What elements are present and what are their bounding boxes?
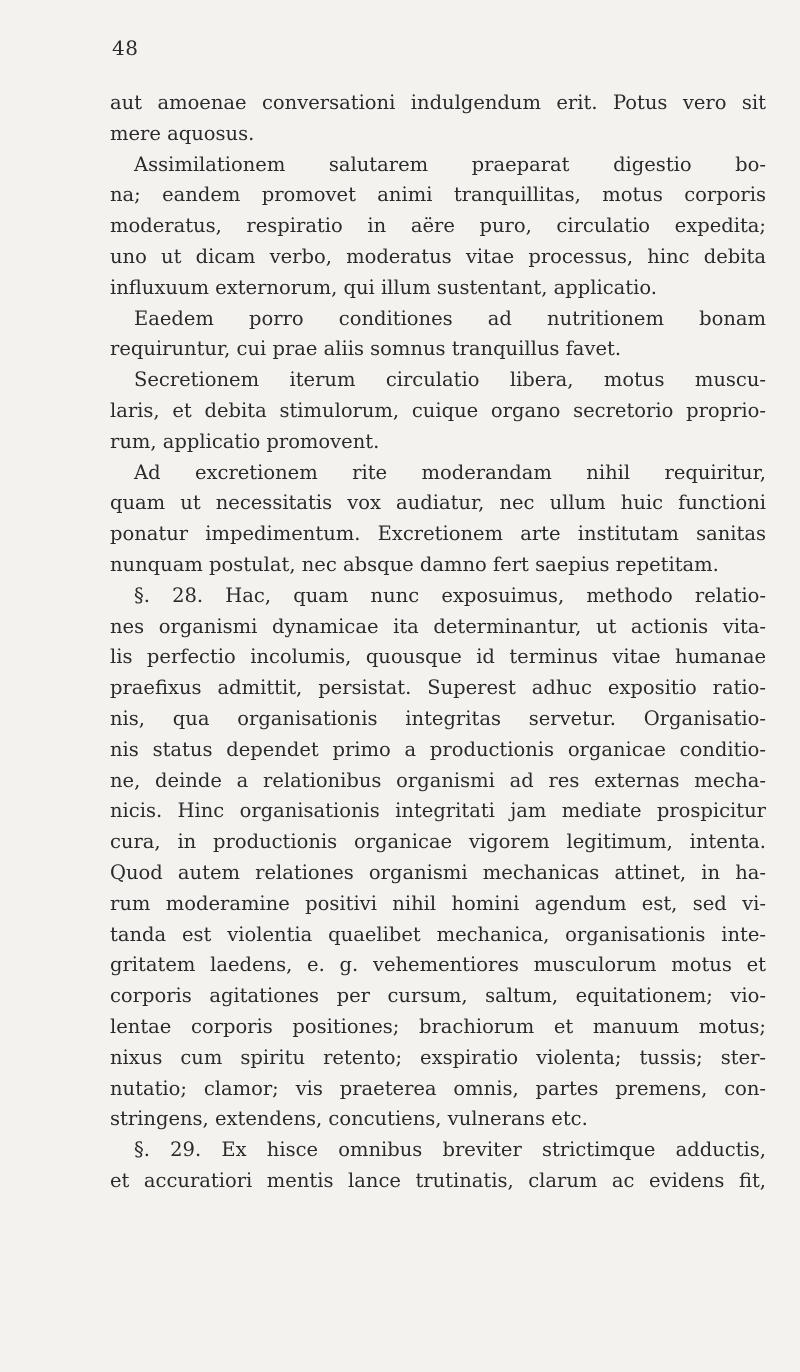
text-line: nicis. Hinc organisationis integritati jam mediate prospicitur <box>110 799 766 823</box>
body-text <box>110 88 766 1197</box>
text-line: quam ut necessitatis vox audiatur, nec ullum huic functioni <box>110 491 766 515</box>
text-line: nutatio; clamor; vis praeterea omnis, partes premens, con- <box>110 1076 766 1100</box>
text-line: laris, et debita stimulorum, cuique organo secretorio proprio- <box>110 398 766 422</box>
text-line: moderatus, respiratio in aëre puro, circulatio expedita; <box>110 214 766 238</box>
text-line: et accuratiori mentis lance trutinatis, clarum ac evidens fit, <box>110 1168 766 1192</box>
text-line: ponatur impedimentum. Excretionem arte institutam sanitas <box>110 522 766 546</box>
text-line: nis, qua organisationis integritas servetur. Organisatio- <box>110 706 766 730</box>
text-line: lentae corporis positiones; brachiorum et manuum motus; <box>110 1014 766 1038</box>
text-line: aut amoenae conversationi indulgendum erit. Potus vero sit <box>110 91 766 114</box>
text-line: influxuum externorum, qui illum sustentant, applicatio. <box>110 275 657 299</box>
text-line: ne, deinde a relationibus organismi ad res externas mecha- <box>110 768 766 792</box>
text-line: Ad excretionem rite moderandam nihil requiritur, <box>134 460 766 484</box>
text-line: rum, applicatio promovent. <box>110 429 380 453</box>
page-number: 48 <box>112 36 139 60</box>
text-line: nes organismi dynamicae ita determinantur, ut actionis vita- <box>110 614 766 638</box>
text-line: Secretionem iterum circulatio libera, motus muscu- <box>134 368 766 392</box>
text-line: tanda est violentia quaelibet mechanica, organisationis inte- <box>110 922 766 946</box>
text-line: cura, in productionis organicae vigorem legitimum, intenta. <box>110 830 766 854</box>
text-line: nunquam postulat, nec absque damno fert saepius repetitam. <box>110 552 719 576</box>
text-line: nixus cum spiritu retento; exspiratio violenta; tussis; ster- <box>110 1045 766 1069</box>
text-line: corporis agitationes per cursum, saltum, equitationem; vio- <box>110 984 766 1008</box>
text-line: praefixus admittit, persistat. Superest adhuc expositio ratio- <box>110 676 766 700</box>
text-line: nis status dependet primo a productionis organicae conditio- <box>110 737 766 761</box>
text-line: mere aquosus. <box>110 121 255 145</box>
text-line: uno ut dicam verbo, moderatus vitae processus, hinc debita <box>110 244 766 268</box>
text-line: Eaedem porro conditiones ad nutritionem bonam <box>134 306 766 330</box>
text-line: §. 29. Ex hisce omnibus breviter strictimque adductis, <box>134 1138 766 1162</box>
text-line: gritatem laedens, e. g. vehementiores musculorum motus et <box>110 953 766 977</box>
text-line: Assimilationem salutarem praeparat digestio bo- <box>134 152 766 176</box>
text-line: §. 28. Hac, quam nunc exposuimus, methodo relatio- <box>134 583 766 607</box>
text-line: stringens, extendens, concutiens, vulnerans etc. <box>110 1107 588 1131</box>
text-line: rum moderamine positivi nihil homini agendum est, sed vi- <box>110 891 766 915</box>
text-line: lis perfectio incolumis, quousque id terminus vitae humanae <box>110 645 766 669</box>
text-line: requiruntur, cui prae aliis somnus tranquillus favet. <box>110 337 622 361</box>
text-line: na; eandem promovet animi tranquillitas, motus corporis <box>110 183 766 207</box>
text-line: Quod autem relationes organismi mechanicas attinet, in ha- <box>110 860 766 884</box>
